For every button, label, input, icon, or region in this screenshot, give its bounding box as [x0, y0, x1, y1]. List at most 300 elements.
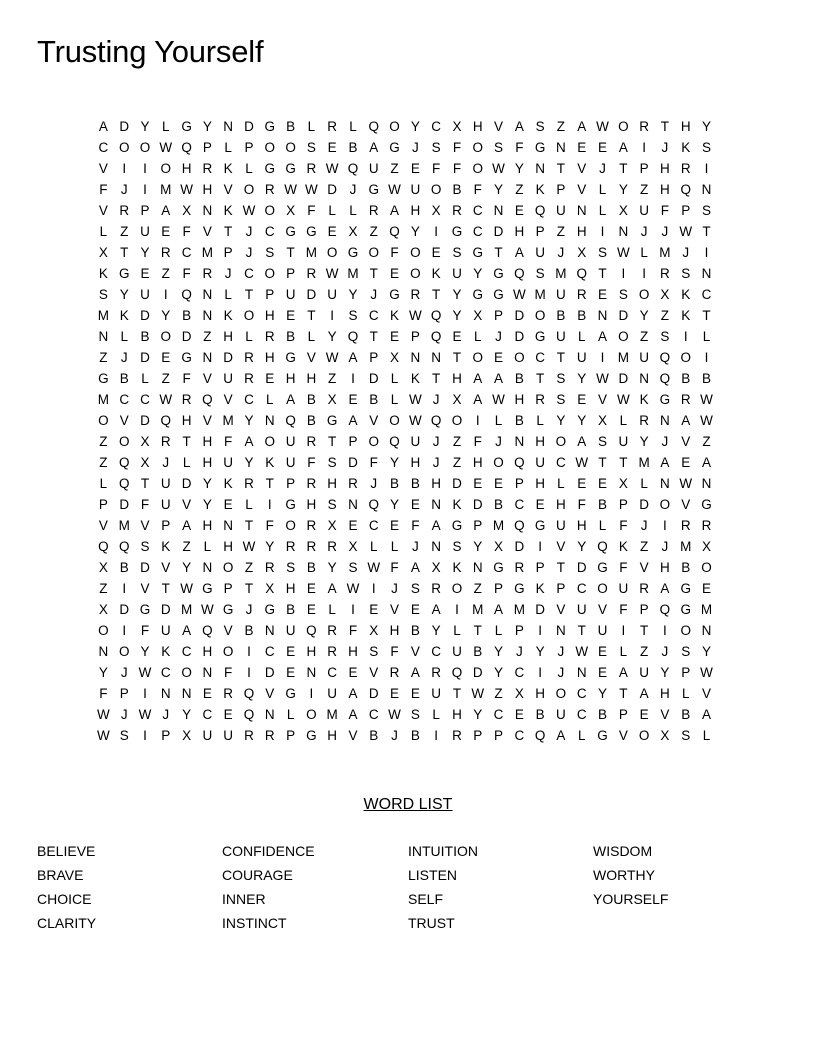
- grid-letter: Z: [99, 350, 108, 365]
- grid-letter: L: [307, 119, 316, 134]
- grid-letter: F: [390, 560, 399, 575]
- grid-letter: X: [98, 560, 108, 575]
- grid-letter: O: [264, 140, 276, 155]
- word-list-item: LISTEN: [408, 867, 458, 883]
- grid-letter: Q: [368, 119, 380, 134]
- grid-letter: W: [492, 161, 505, 176]
- grid-letter: N: [202, 287, 213, 302]
- grid-row: [93, 515, 721, 536]
- grid-letter: X: [431, 203, 441, 218]
- grid-letter: J: [120, 707, 128, 722]
- grid-letter: C: [556, 455, 566, 470]
- grid-letter: S: [681, 644, 691, 659]
- grid-letter: R: [680, 161, 691, 176]
- grid-letter: D: [452, 476, 462, 491]
- grid-letter: C: [576, 581, 587, 596]
- grid-letter: N: [264, 413, 275, 428]
- grid-letter: P: [348, 434, 358, 449]
- grid-letter: W: [492, 392, 505, 407]
- grid-row: [93, 536, 721, 557]
- grid-letter: B: [702, 371, 712, 386]
- grid-letter: L: [702, 728, 711, 743]
- grid-letter: U: [327, 287, 338, 302]
- grid-letter: G: [264, 161, 276, 176]
- grid-letter: I: [538, 623, 543, 638]
- grid-letter: I: [267, 497, 272, 512]
- grid-letter: L: [640, 476, 648, 491]
- grid-letter: G: [451, 518, 463, 533]
- grid-letter: T: [452, 350, 462, 365]
- grid-letter: T: [556, 161, 566, 176]
- grid-letter: J: [599, 161, 606, 176]
- grid-letter: G: [326, 413, 338, 428]
- grid-letter: L: [702, 329, 711, 344]
- grid-letter: Y: [598, 686, 608, 701]
- grid-letter: B: [119, 560, 129, 575]
- grid-letter: O: [638, 728, 650, 743]
- grid-letter: V: [140, 581, 150, 596]
- grid-letter: R: [452, 203, 462, 218]
- grid-letter: V: [390, 602, 400, 617]
- grid-letter: P: [494, 308, 504, 323]
- grid-letter: X: [618, 203, 628, 218]
- grid-letter: V: [598, 602, 608, 617]
- grid-letter: J: [370, 476, 378, 491]
- grid-letter: X: [182, 728, 192, 743]
- grid-letter: P: [265, 287, 275, 302]
- grid-letter: H: [556, 497, 566, 512]
- grid-letter: Z: [390, 161, 399, 176]
- grid-letter: Q: [347, 329, 359, 344]
- grid-letter: W: [284, 182, 297, 197]
- grid-letter: F: [619, 602, 628, 617]
- grid-letter: J: [495, 329, 502, 344]
- grid-letter: B: [494, 497, 504, 512]
- grid-letter: D: [576, 560, 587, 575]
- grid-letter: K: [98, 266, 108, 281]
- grid-letter: T: [369, 329, 378, 344]
- grid-letter: U: [223, 728, 234, 743]
- grid-letter: D: [119, 119, 130, 134]
- grid-letter: E: [514, 707, 524, 722]
- grid-letter: T: [702, 308, 711, 323]
- grid-letter: V: [265, 686, 275, 701]
- grid-letter: X: [618, 476, 628, 491]
- grid-letter: N: [639, 371, 649, 386]
- grid-letter: E: [306, 602, 316, 617]
- grid-letter: F: [348, 623, 358, 638]
- grid-letter: F: [369, 455, 378, 470]
- grid-letter: H: [202, 644, 213, 659]
- grid-letter: F: [265, 518, 274, 533]
- grid-letter: E: [410, 161, 420, 176]
- grid-letter: Y: [431, 623, 441, 638]
- grid-letter: U: [160, 476, 171, 491]
- grid-letter: X: [348, 224, 358, 239]
- grid-letter: P: [535, 560, 545, 575]
- grid-letter: W: [616, 245, 630, 260]
- grid-letter: L: [224, 140, 232, 155]
- word-list-item: CHOICE: [37, 891, 92, 907]
- grid-letter: E: [577, 140, 587, 155]
- grid-letter: I: [330, 308, 335, 323]
- grid-letter: Y: [473, 539, 483, 554]
- grid-letter: G: [451, 224, 463, 239]
- grid-letter: L: [162, 119, 170, 134]
- grid-letter: W: [512, 287, 526, 302]
- grid-letter: O: [389, 413, 400, 428]
- grid-letter: B: [410, 728, 420, 743]
- word-list-item: COURAGE: [222, 867, 293, 883]
- grid-letter: F: [452, 140, 462, 155]
- grid-letter: V: [140, 518, 150, 533]
- grid-letter: D: [160, 602, 171, 617]
- grid-letter: U: [576, 350, 587, 365]
- grid-letter: A: [410, 665, 420, 680]
- grid-letter: S: [702, 140, 712, 155]
- grid-letter: V: [202, 371, 212, 386]
- grid-letter: G: [534, 329, 546, 344]
- grid-letter: F: [99, 686, 108, 701]
- grid-row: [93, 599, 721, 620]
- grid-letter: T: [577, 623, 586, 638]
- grid-letter: J: [349, 182, 357, 197]
- grid-letter: E: [577, 476, 587, 491]
- grid-letter: S: [556, 392, 566, 407]
- grid-letter: Y: [182, 560, 192, 575]
- grid-letter: L: [390, 392, 399, 407]
- grid-letter: E: [410, 686, 420, 701]
- grid-letter: R: [244, 476, 254, 491]
- grid-letter: U: [202, 728, 213, 743]
- grid-row: [93, 725, 721, 746]
- grid-letter: P: [286, 266, 296, 281]
- grid-letter: C: [514, 728, 525, 743]
- grid-letter: O: [243, 308, 255, 323]
- grid-letter: A: [286, 392, 296, 407]
- grid-row: [93, 221, 721, 242]
- grid-letter: L: [203, 539, 212, 554]
- grid-letter: N: [556, 623, 566, 638]
- grid-letter: V: [348, 728, 358, 743]
- grid-letter: K: [161, 644, 171, 659]
- grid-letter: P: [161, 728, 171, 743]
- grid-letter: X: [369, 623, 379, 638]
- grid-letter: C: [98, 140, 109, 155]
- grid-letter: C: [181, 245, 192, 260]
- grid-letter: F: [140, 623, 150, 638]
- grid-letter: F: [515, 140, 524, 155]
- grid-letter: L: [141, 371, 149, 386]
- grid-letter: O: [514, 350, 525, 365]
- grid-letter: B: [410, 623, 420, 638]
- grid-letter: E: [494, 350, 504, 365]
- grid-letter: U: [223, 455, 234, 470]
- grid-letter: O: [368, 434, 380, 449]
- grid-letter: W: [159, 140, 173, 155]
- grid-letter: F: [452, 161, 462, 176]
- grid-letter: G: [98, 371, 109, 386]
- grid-letter: C: [431, 119, 442, 134]
- grid-letter: P: [473, 728, 483, 743]
- grid-letter: W: [138, 707, 152, 722]
- grid-letter: R: [244, 371, 254, 386]
- grid-letter: O: [472, 161, 483, 176]
- grid-letter: O: [638, 287, 650, 302]
- grid-letter: T: [307, 308, 316, 323]
- grid-letter: A: [660, 581, 670, 596]
- grid-letter: N: [597, 308, 608, 323]
- grid-letter: B: [286, 602, 296, 617]
- grid-letter: H: [452, 707, 462, 722]
- grid-letter: B: [410, 476, 420, 491]
- grid-letter: A: [618, 665, 628, 680]
- grid-letter: X: [494, 539, 504, 554]
- grid-letter: N: [181, 686, 192, 701]
- grid-row: [93, 284, 721, 305]
- grid-letter: U: [639, 203, 649, 218]
- grid-letter: R: [306, 539, 317, 554]
- grid-letter: W: [201, 602, 214, 617]
- grid-letter: G: [222, 602, 234, 617]
- grid-letter: F: [619, 518, 628, 533]
- grid-letter: L: [577, 329, 586, 344]
- grid-letter: R: [202, 161, 213, 176]
- grid-letter: A: [514, 119, 524, 134]
- grid-letter: M: [201, 245, 213, 260]
- grid-letter: Z: [244, 560, 254, 575]
- grid-letter: O: [451, 413, 463, 428]
- grid-letter: A: [598, 329, 608, 344]
- grid-letter: W: [304, 182, 318, 197]
- grid-letter: I: [704, 245, 709, 260]
- word-list-heading: WORD LIST: [363, 796, 453, 813]
- grid-letter: K: [223, 308, 233, 323]
- grid-letter: J: [557, 245, 565, 260]
- grid-letter: G: [285, 497, 296, 512]
- grid-letter: G: [493, 560, 504, 575]
- grid-letter: I: [621, 623, 626, 638]
- grid-letter: J: [245, 245, 253, 260]
- grid-letter: K: [119, 308, 129, 323]
- grid-letter: M: [492, 518, 505, 533]
- grid-letter: R: [639, 581, 649, 596]
- grid-letter: C: [368, 707, 379, 722]
- grid-letter: I: [475, 413, 480, 428]
- grid-letter: F: [432, 161, 441, 176]
- grid-letter: R: [306, 266, 317, 281]
- grid-letter: O: [618, 119, 629, 134]
- grid-letter: T: [556, 560, 566, 575]
- grid-letter: M: [534, 287, 546, 302]
- grid-letter: P: [618, 707, 628, 722]
- word-list-item: BELIEVE: [37, 843, 96, 859]
- grid-letter: N: [701, 476, 712, 491]
- grid-letter: P: [140, 203, 150, 218]
- grid-letter: B: [681, 560, 691, 575]
- grid-letter: D: [535, 602, 545, 617]
- grid-letter: A: [410, 560, 420, 575]
- word-list-item: INSTINCT: [222, 915, 287, 931]
- grid-letter: R: [639, 119, 649, 134]
- grid-letter: S: [119, 728, 129, 743]
- grid-letter: C: [140, 392, 150, 407]
- grid-letter: K: [265, 455, 275, 470]
- grid-letter: V: [681, 434, 691, 449]
- grid-letter: D: [223, 350, 234, 365]
- grid-letter: J: [162, 707, 170, 722]
- grid-letter: J: [557, 644, 565, 659]
- grid-letter: O: [118, 644, 130, 659]
- grid-letter: K: [410, 371, 420, 386]
- grid-row: [93, 179, 721, 200]
- grid-letter: R: [431, 665, 442, 680]
- grid-letter: A: [702, 455, 712, 470]
- grid-letter: G: [306, 224, 317, 239]
- grid-letter: A: [182, 623, 192, 638]
- grid-letter: F: [224, 665, 233, 680]
- grid-letter: M: [118, 518, 130, 533]
- grid-letter: Z: [99, 434, 108, 449]
- grid-letter: H: [327, 728, 338, 743]
- grid-letter: L: [266, 392, 274, 407]
- grid-letter: D: [514, 308, 525, 323]
- grid-letter: V: [494, 119, 504, 134]
- grid-letter: G: [493, 266, 504, 281]
- grid-letter: I: [434, 728, 439, 743]
- grid-letter: S: [98, 287, 108, 302]
- grid-letter: U: [431, 686, 442, 701]
- grid-letter: K: [452, 560, 462, 575]
- grid-letter: H: [472, 455, 483, 470]
- grid-letter: B: [182, 308, 192, 323]
- grid-letter: Q: [347, 161, 359, 176]
- grid-letter: W: [180, 182, 193, 197]
- grid-letter: E: [431, 245, 441, 260]
- grid-letter: S: [327, 497, 337, 512]
- grid-letter: R: [452, 728, 462, 743]
- grid-letter: Z: [182, 539, 191, 554]
- grid-letter: S: [494, 140, 504, 155]
- grid-letter: G: [534, 518, 546, 533]
- grid-letter: S: [681, 728, 691, 743]
- word-list-column: [222, 842, 315, 938]
- grid-letter: I: [247, 665, 251, 680]
- grid-letter: N: [701, 266, 712, 281]
- grid-letter: E: [327, 140, 337, 155]
- grid-letter: C: [160, 665, 171, 680]
- grid-letter: F: [473, 182, 482, 197]
- grid-letter: T: [120, 245, 129, 260]
- grid-letter: R: [660, 266, 670, 281]
- grid-letter: U: [223, 371, 234, 386]
- grid-letter: N: [202, 665, 213, 680]
- grid-letter: R: [368, 203, 379, 218]
- grid-letter: M: [659, 245, 671, 260]
- grid-letter: B: [390, 476, 400, 491]
- grid-letter: D: [306, 287, 317, 302]
- grid-letter: J: [682, 245, 690, 260]
- grid-letter: R: [680, 392, 691, 407]
- grid-letter: H: [223, 539, 234, 554]
- grid-letter: Y: [618, 182, 628, 197]
- grid-letter: Q: [306, 623, 317, 638]
- grid-letter: C: [472, 203, 483, 218]
- grid-letter: C: [493, 707, 504, 722]
- grid-letter: C: [368, 308, 379, 323]
- grid-letter: K: [223, 203, 233, 218]
- grid-letter: T: [619, 686, 628, 701]
- grid-row: [93, 158, 721, 179]
- grid-letter: A: [348, 707, 358, 722]
- grid-letter: M: [180, 602, 193, 617]
- grid-letter: U: [368, 161, 379, 176]
- grid-letter: N: [202, 350, 213, 365]
- grid-letter: H: [389, 623, 400, 638]
- grid-letter: M: [326, 707, 338, 722]
- grid-letter: P: [681, 203, 691, 218]
- grid-letter: N: [431, 497, 442, 512]
- grid-letter: I: [621, 266, 626, 281]
- grid-letter: L: [598, 203, 607, 218]
- grid-letter: U: [556, 518, 566, 533]
- grid-letter: O: [680, 623, 691, 638]
- grid-letter: X: [660, 287, 670, 302]
- grid-letter: C: [264, 644, 275, 659]
- grid-letter: O: [493, 455, 504, 470]
- grid-letter: Z: [203, 329, 212, 344]
- grid-letter: P: [514, 476, 524, 491]
- grid-letter: Y: [452, 308, 462, 323]
- grid-letter: F: [660, 203, 670, 218]
- grid-letter: I: [642, 140, 646, 155]
- grid-letter: Q: [118, 539, 130, 554]
- grid-letter: A: [681, 413, 691, 428]
- grid-letter: N: [98, 644, 109, 659]
- grid-letter: F: [140, 497, 150, 512]
- grid-letter: R: [264, 560, 275, 575]
- grid-letter: E: [390, 686, 400, 701]
- grid-letter: C: [472, 224, 483, 239]
- grid-letter: T: [161, 581, 170, 596]
- word-list-item: CONFIDENCE: [222, 843, 315, 859]
- grid-letter: D: [119, 497, 130, 512]
- grid-letter: Q: [534, 203, 546, 218]
- grid-letter: L: [619, 644, 628, 659]
- grid-letter: H: [327, 476, 338, 491]
- grid-letter: T: [224, 224, 233, 239]
- grid-letter: L: [681, 686, 690, 701]
- grid-letter: E: [140, 266, 150, 281]
- grid-letter: T: [702, 224, 711, 239]
- grid-letter: S: [348, 560, 358, 575]
- grid-letter: A: [494, 602, 504, 617]
- grid-letter: B: [681, 707, 691, 722]
- grid-letter: F: [182, 266, 191, 281]
- grid-letter: H: [535, 434, 545, 449]
- grid-letter: S: [618, 287, 628, 302]
- grid-letter: X: [327, 392, 337, 407]
- grid-letter: Z: [328, 371, 337, 386]
- grid-letter: S: [369, 644, 379, 659]
- grid-letter: F: [99, 182, 108, 197]
- grid-letter: E: [286, 665, 296, 680]
- grid-letter: D: [140, 560, 150, 575]
- grid-letter: Z: [639, 329, 649, 344]
- grid-letter: Y: [473, 266, 483, 281]
- grid-letter: L: [640, 245, 648, 260]
- grid-letter: I: [642, 266, 646, 281]
